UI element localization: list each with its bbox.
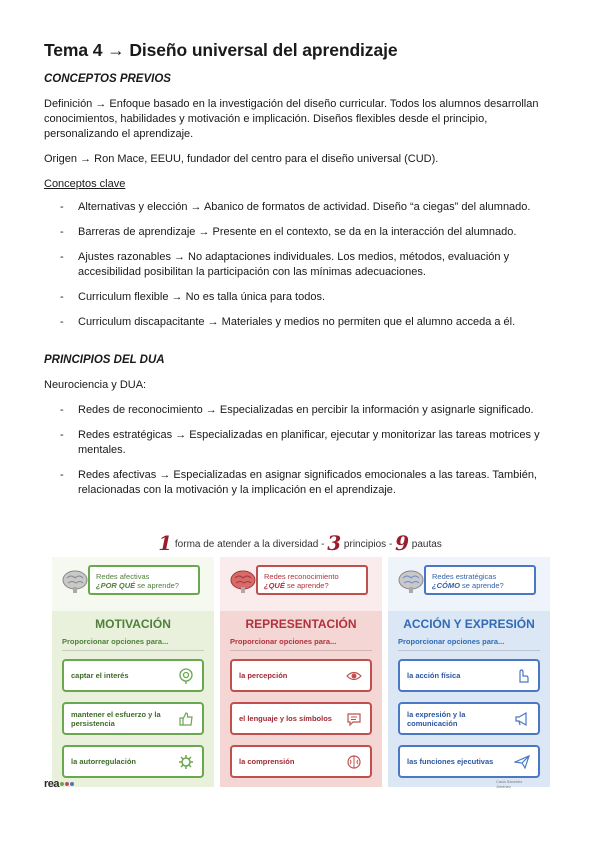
- brain-icon: [346, 754, 362, 770]
- paragraph-origen: Origen → Ron Mace, EEUU, fundador del centro para el diseño universal (CUD).: [44, 153, 439, 165]
- option-label: las funciones ejecutivas: [407, 757, 494, 766]
- option-label: la acción física: [407, 671, 461, 680]
- conceptos-list: [44, 200, 556, 330]
- option-label: la expresión y la comunicación: [407, 709, 466, 728]
- title-part-3: pautas: [411, 539, 442, 550]
- redes-box: [88, 565, 200, 595]
- option-card: [398, 745, 540, 778]
- logo-text: rea: [44, 778, 60, 790]
- list-item: - Ajustes razonables → No adaptaciones individuales. Los medios, métodos, evaluación y accesibilidad posibilitan la participación con las mínimas adecuaciones.: [44, 250, 556, 280]
- option-card: [230, 702, 372, 735]
- list-item: - Redes afectivas → Especializadas en asignar significados emocionales a las tareas. También, relacionadas con la motivación y la implicación en el aprendizaje.: [44, 468, 556, 498]
- logo-dots: [59, 778, 74, 790]
- question-strong: ¿QUÉ: [264, 581, 285, 590]
- infographic-title: [44, 531, 556, 555]
- proporcionar-label: Proporcionar opciones para...: [230, 637, 372, 651]
- brain-icon: [228, 566, 258, 596]
- brain-icon: [396, 566, 426, 596]
- conceptos-clave-label: Conceptos clave: [44, 178, 126, 190]
- column-heading: MOTIVACIÓN: [95, 617, 171, 631]
- thumbs-up-icon: [178, 711, 194, 727]
- list-item: - Barreras de aprendizaje → Presente en el contexto, se da en la interacción del alumnado.: [44, 225, 556, 240]
- option-label: captar el interés: [71, 671, 129, 680]
- column-accion-expresion: [388, 557, 550, 787]
- column-representacion: [220, 557, 382, 787]
- redes-label: Redes reconocimiento: [264, 572, 339, 581]
- section-heading-principios: PRINCIPIOS DEL DUA: [44, 354, 165, 366]
- redes-box: [424, 565, 536, 595]
- option-label: la comprensión: [239, 757, 295, 766]
- target-icon: [178, 668, 194, 684]
- brain-icon: [60, 566, 90, 596]
- option-card: [62, 659, 204, 692]
- option-card: [62, 745, 204, 778]
- redes-box: [256, 565, 368, 595]
- column-heading: REPRESENTACIÓN: [245, 617, 357, 631]
- question-rest: se aprende?: [286, 581, 329, 590]
- option-card: [62, 702, 204, 735]
- chat-icon: [346, 711, 362, 727]
- option-card: [398, 702, 540, 735]
- redes-label: Redes afectivas: [96, 572, 150, 581]
- question-strong: ¿POR QUÉ: [96, 581, 136, 590]
- option-card: [398, 659, 540, 692]
- list-item: - Redes de reconocimiento → Especializadas en percibir la información y asignarle significado.: [44, 403, 556, 418]
- dua-infographic: [44, 527, 556, 792]
- question-rest: se aprende?: [137, 581, 179, 590]
- option-card: [230, 745, 372, 778]
- question-rest: se aprende?: [462, 581, 504, 590]
- option-card: [230, 659, 372, 692]
- proporcionar-label: Proporcionar opciones para...: [398, 637, 540, 651]
- count-9: 9: [395, 531, 409, 555]
- list-item: - Alternativas y elección → Abanico de formatos de actividad. Diseño “a ciegas” del alumnado.: [44, 200, 556, 215]
- option-label: la percepción: [239, 671, 288, 680]
- credit: Carla Sánchez Jiménez: [496, 779, 523, 789]
- list-item: - Curriculum flexible → No es talla única para todos.: [44, 290, 556, 305]
- list-item: - Curriculum discapacitante → Materiales y medios no permiten que el alumno acceda a él.: [44, 315, 556, 330]
- title-part-2: principios -: [343, 539, 393, 550]
- paragraph-definicion: Definición → Enfoque basado en la investigación del diseño curricular. Todos los alumnos desarrollan conocimientos, habilidades y motivación e implicación. Diseños flexibles desde el principio, personalizando el aprendizaje.: [44, 98, 539, 140]
- hand-pointer-icon: [514, 668, 530, 684]
- column-heading: ACCIÓN Y EXPRESIÓN: [403, 617, 535, 631]
- count-1: 1: [158, 531, 173, 555]
- logo: [44, 778, 74, 790]
- list-item: - Redes estratégicas → Especializadas en planificar, ejecutar y monitorizar las tareas motrices y mentales.: [44, 428, 556, 458]
- document-page: [44, 40, 556, 508]
- option-label: mantener el esfuerzo y la persistencia: [71, 709, 161, 728]
- megaphone-icon: [514, 711, 530, 727]
- send-icon: [514, 754, 530, 770]
- redes-label: Redes estratégicas: [432, 572, 497, 581]
- gear-icon: [178, 754, 194, 770]
- column-motivacion: [52, 557, 214, 787]
- page-title: Tema 4 → Diseño universal del aprendizaje: [44, 40, 398, 60]
- option-label: la autorregulación: [71, 757, 137, 766]
- count-3: 3: [327, 531, 342, 555]
- principios-list: [44, 403, 556, 498]
- proporcionar-label: Proporcionar opciones para...: [62, 637, 204, 651]
- section-heading-conceptos: CONCEPTOS PREVIOS: [44, 73, 171, 85]
- question-strong: ¿CÓMO: [432, 581, 460, 590]
- paragraph-neurociencia: Neurociencia y DUA:: [44, 379, 147, 391]
- title-part-1: forma de atender a la diversidad -: [174, 539, 325, 550]
- eye-icon: [346, 668, 362, 684]
- option-label: el lenguaje y los símbolos: [239, 714, 332, 723]
